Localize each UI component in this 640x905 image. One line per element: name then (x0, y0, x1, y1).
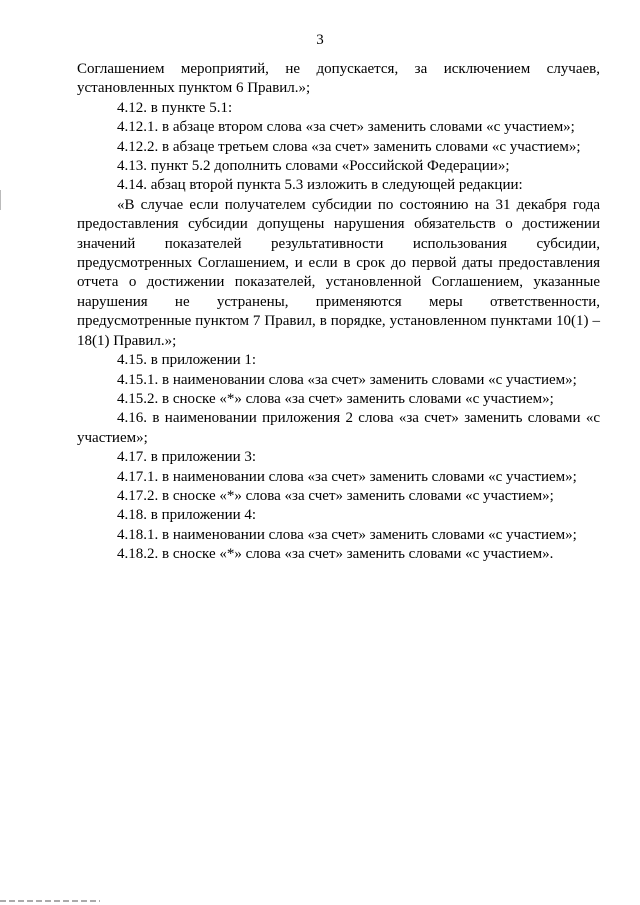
paragraph-4-15-2: 4.15.2. в сноске «*» слова «за счет» заменить словами «с участием»; (117, 390, 554, 407)
paragraph-4-12-2: 4.12.2. в абзаце третьем слова «за счет» заменить словами «с участием»; (117, 138, 581, 155)
paragraph-4-12-1: 4.12.1. в абзаце втором слова «за счет» заменить словами «с участием»; (117, 119, 575, 136)
paragraph-4-15: 4.15. в приложении 1: (117, 352, 257, 369)
paragraph-continuation: Соглашением мероприятий, не допускается, за исключением случаев, установленных пунктом 6 Правил.»; (77, 61, 600, 97)
paragraph-4-18: 4.18. в приложении 4: (117, 507, 257, 524)
paragraph-4-12: 4.12. в пункте 5.1: (117, 99, 233, 116)
paragraph-quoted-text: «В случае если получателем субсидии по состоянию на 31 декабря года предоставления субсидии допущены нарушения обязательств о достижении значений показателей результативности использования субсидии, предусмотренных Соглашением, и если в срок до первой даты предоставления отчета о достижении показателей, установленной Соглашением, указанные нарушения не устранены, применяются меры ответственности, предусмотренные пунктом 7 Правил, в порядке, установленном пунктами 10(1) – 18(1) Правил.»; (77, 196, 600, 349)
scan-artifact-left (0, 190, 1, 210)
paragraph-4-14: 4.14. абзац второй пункта 5.3 изложить в следующей редакции: (117, 177, 523, 194)
document-body (77, 60, 600, 565)
paragraph-4-18-1: 4.18.1. в наименовании слова «за счет» заменить словами «с участием»; (117, 526, 577, 543)
paragraph-4-18-2: 4.18.2. в сноске «*» слова «за счет» заменить словами «с участием». (117, 546, 554, 563)
scan-artifact-bottom (0, 900, 100, 902)
paragraph-4-17-2: 4.17.2. в сноске «*» слова «за счет» заменить словами «с участием»; (117, 487, 554, 504)
paragraph-4-15-1: 4.15.1. в наименовании слова «за счет» заменить словами «с участием»; (117, 371, 577, 388)
paragraph-4-17-1: 4.17.1. в наименовании слова «за счет» заменить словами «с участием»; (117, 468, 577, 485)
paragraph-4-17: 4.17. в приложении 3: (117, 449, 257, 466)
page-number: 3 (316, 32, 324, 48)
paragraph-4-13: 4.13. пункт 5.2 дополнить словами «Российской Федерации»; (117, 158, 510, 175)
paragraph-4-16: 4.16. в наименовании приложения 2 слова «за счет» заменить словами «с участием»; (77, 410, 600, 446)
